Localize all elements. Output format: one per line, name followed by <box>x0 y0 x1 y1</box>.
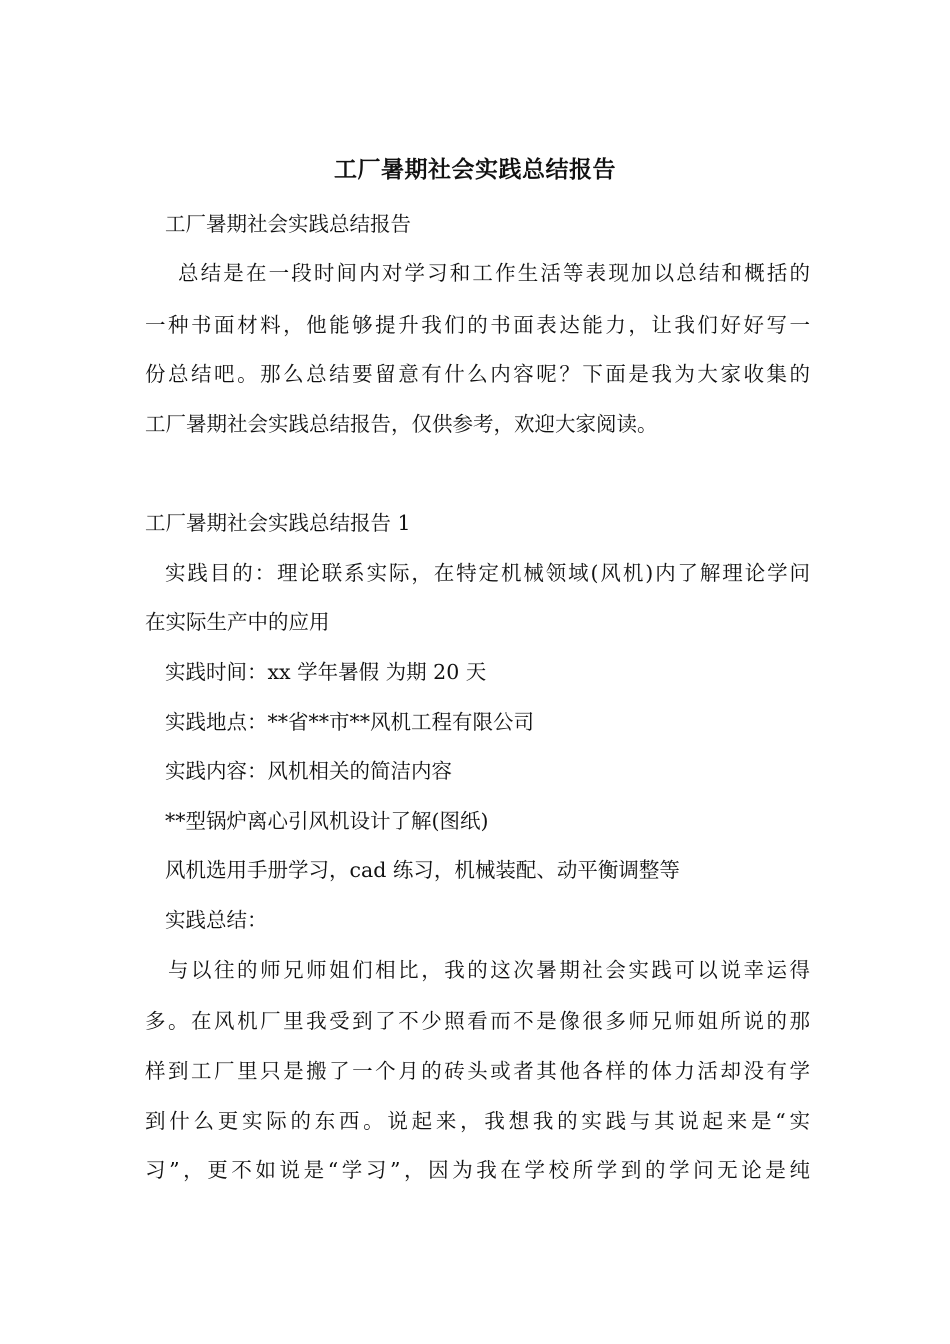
section-heading: 工厂暑期社会实践总结报告 1 <box>145 511 411 535</box>
summary-line-3: 样到工厂里只是搬了一个月的砖头或者其他各样的体力活却没有学 <box>145 1059 810 1083</box>
purpose-line-2: 在实际生产中的应用 <box>145 610 330 634</box>
intro-line-3: 份总结吧。那么总结要留意有什么内容呢？下面是我为大家收集的 <box>145 362 810 386</box>
design-line: **型锅炉离心引风机设计了解(图纸) <box>165 809 489 833</box>
intro-line-4: 工厂暑期社会实践总结报告，仅供参考，欢迎大家阅读。 <box>145 412 658 436</box>
summary-line-1: 与以往的师兄师姐们相比，我的这次暑期社会实践可以说幸运得 <box>168 958 810 982</box>
time-line: 实践时间：xx 学年暑假 为期 20 天 <box>165 660 487 684</box>
summary-line-2: 多。在风机厂里我受到了不少照看而不是像很多师兄师姐所说的那 <box>145 1009 810 1033</box>
summary-label: 实践总结： <box>165 908 268 932</box>
purpose-line-1: 实践目的：理论联系实际，在特定机械领域(风机)内了解理论学问 <box>165 561 810 585</box>
document-title: 工厂暑期社会实践总结报告 <box>334 156 616 183</box>
intro-line-2: 一种书面材料，他能够提升我们的书面表达能力，让我们好好写一 <box>145 313 810 337</box>
summary-line-5: 习”，更不如说是“学习”，因为我在学校所学到的学问无论是纯 <box>145 1158 810 1182</box>
intro-line-1: 总结是在一段时间内对学习和工作生活等表现加以总结和概括的 <box>178 261 810 285</box>
subtitle-line: 工厂暑期社会实践总结报告 <box>165 212 411 236</box>
content-line: 实践内容：风机相关的简洁内容 <box>165 759 452 783</box>
summary-line-4: 到什么更实际的东西。说起来，我想我的实践与其说起来是“实 <box>145 1109 810 1133</box>
location-line: 实践地点：**省**市**风机工程有限公司 <box>165 710 534 734</box>
study-line: 风机选用手册学习，cad 练习，机械装配、动平衡调整等 <box>165 858 680 882</box>
